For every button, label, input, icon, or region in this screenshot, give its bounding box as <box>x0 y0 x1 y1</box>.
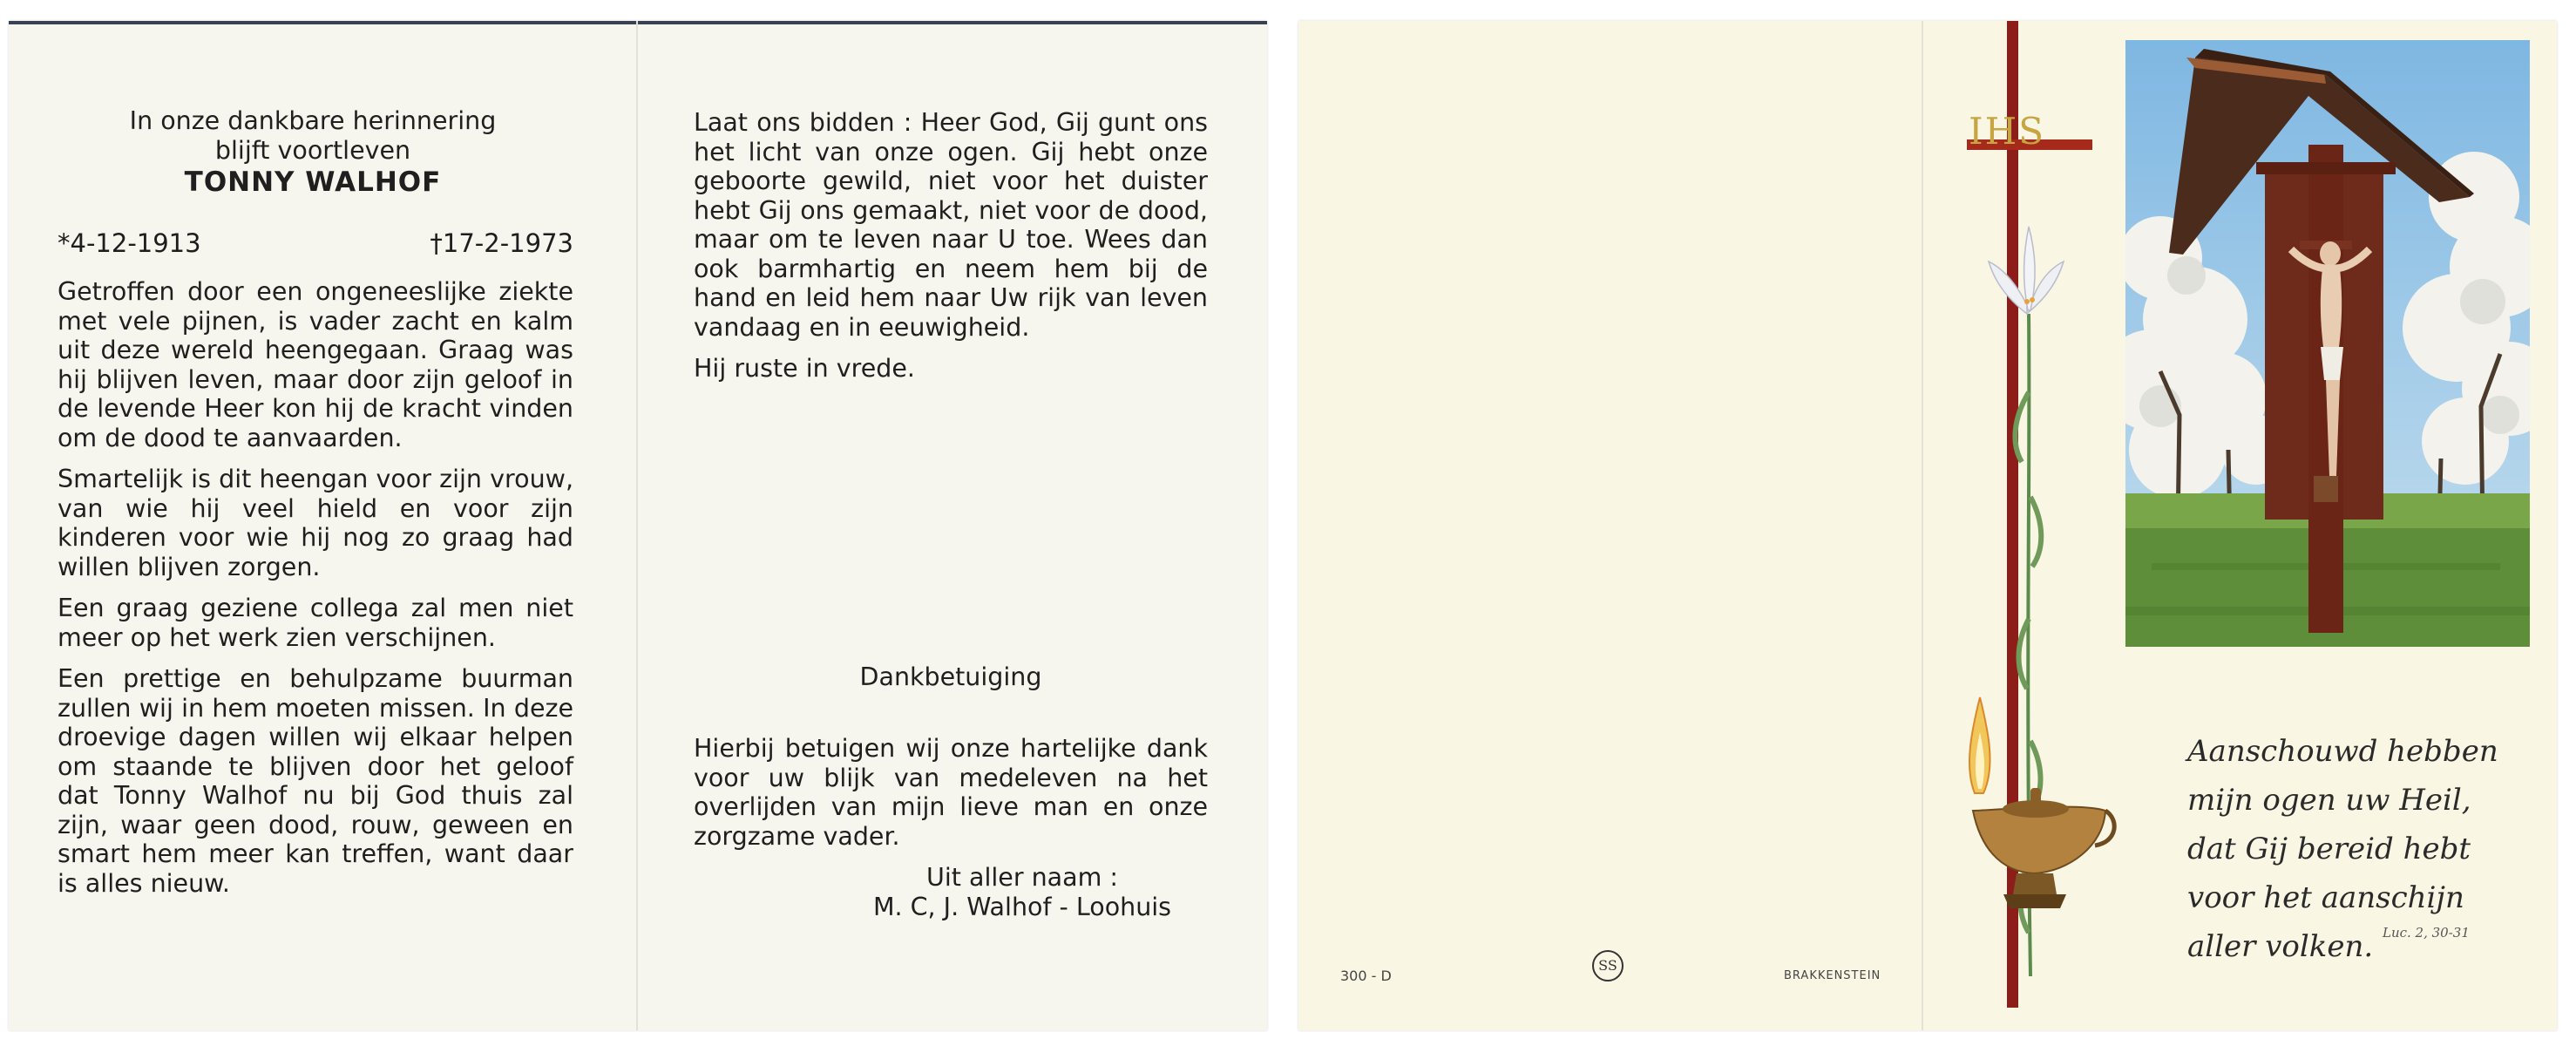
heading-line-2: blijft voortleven <box>214 135 411 165</box>
deceased-name: TONNY WALHOF <box>184 166 442 198</box>
lily-flower-icon <box>1989 227 2064 314</box>
obituary-paragraph: Smartelijk is dit heengan voor zijn vrouw, van wie hij veel hield en voor zijn kinderen voor wie hij nog zo graag had willen blijven zorgen. <box>58 465 573 581</box>
obituary-paragraph: Een prettige en behulpzame buurman zullen wij in hem moeten missen. In deze droevige dagen willen wij elkaar helpen om staande te blijven door het geloof dat Tonny Walhof nu bij God thuis zal zijn, waar geen dood, rouw, geween en smart hem meer kan treffen, want daar is alles nieuw. <box>58 664 573 898</box>
publisher-name: BRAKKENSTEIN <box>1784 969 1881 982</box>
prayer-text: Laat ons bidden : Heer God, Gij gunt ons het licht van onze ogen. Gij hebt onze geboorte gewild, niet voor het duister hebt Gij ons gemaakt, niet voor de dood, maar om te leven naar U toe. Wees dan ook barmhartig en neem hem bij de hand en leid hem naar Uw rijk van leven vandaag en in eeuwigheid. <box>694 108 1208 342</box>
obituary-paragraph: Een graag geziene collega zal men niet meer op het werk zien verschijnen. <box>58 594 573 652</box>
rest-in-peace: Hij ruste in vrede. <box>694 354 915 383</box>
thanks-title: Dankbetuiging <box>859 662 1042 691</box>
obituary-text <box>58 277 573 898</box>
birth-date: *4-12-1913 <box>58 228 201 258</box>
ihs-monogram: IHS <box>1969 110 2045 153</box>
obituary-paragraph: Getroffen door een ongeneeslijke ziekte met vele pijnen, is vader zacht en kalm uit deze wereld heengegaan. Graag was hij blijven leven, maar door zijn geloof in de levende Heer kon hij de kracht vinden om de dood te aanvaarden. <box>58 277 573 452</box>
crucifix-shrine-photo <box>2125 40 2530 647</box>
publisher-logo-icon: SS <box>1592 950 1624 981</box>
signature-line-2: M. C, J. Walhof - Loohuis <box>872 892 1172 921</box>
oil-lamp-icon <box>1956 680 2121 933</box>
card-fold-line <box>636 21 638 1030</box>
scripture-reference: Luc. 2, 30-31 <box>2383 925 2470 941</box>
signature-line-1: Uit aller naam : <box>925 863 1119 892</box>
print-code: 300 - D <box>1340 968 1392 984</box>
prayer-block <box>694 108 1208 384</box>
heading <box>52 106 573 198</box>
thanks-text: Hierbij betuigen wij onze hartelijke dank voor uw blijk van medeleven na het overlijden van mijn lieve man en onze zorgzame vader. <box>694 734 1208 851</box>
death-date: †17-2-1973 <box>430 228 573 258</box>
signature <box>837 863 1208 921</box>
scripture-quote: Aanschouwd hebben mijn ogen uw Heil, dat Gij bereid hebt voor het aanschijn aller volken. <box>2187 734 2498 964</box>
card-fold-line <box>1922 21 1923 1030</box>
heading-line-1: In onze dankbare herinnering <box>129 106 497 135</box>
